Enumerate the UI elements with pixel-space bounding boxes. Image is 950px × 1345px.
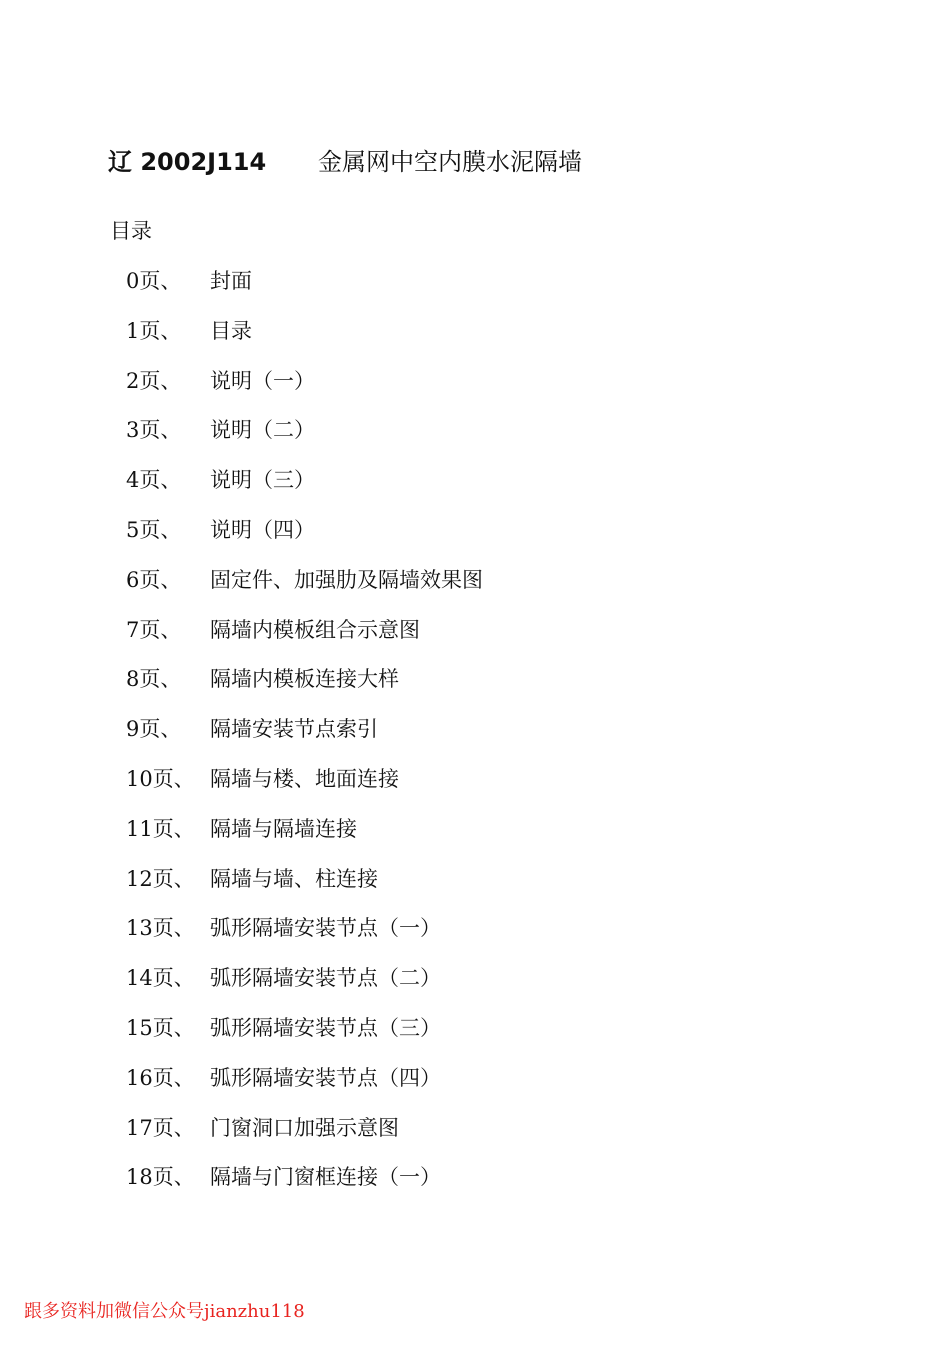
toc-entry-title: 隔墙内模板组合示意图 <box>210 617 420 642</box>
toc-entry-title: 目录 <box>210 318 252 343</box>
toc-item <box>126 463 483 513</box>
document-title: 金属网中空内膜水泥隔墙 <box>318 148 582 176</box>
toc-page-number: 4页、 <box>126 468 182 493</box>
toc-entry-title: 说明（二） <box>210 418 315 443</box>
toc-item <box>126 1160 483 1210</box>
toc-item <box>126 513 483 563</box>
toc-page-number: 0页、 <box>126 269 182 293</box>
toc-entry-title: 封面 <box>210 269 252 293</box>
toc-entry-title: 隔墙与隔墙连接 <box>210 816 357 841</box>
toc-page-number: 17页、 <box>126 1115 195 1140</box>
toc-page-number: 6页、 <box>126 567 182 592</box>
toc-page-number: 11页、 <box>126 816 195 841</box>
toc-entry-title: 说明（四） <box>210 517 315 542</box>
toc-page-number: 2页、 <box>126 368 182 393</box>
toc-page-number: 7页、 <box>126 617 182 642</box>
toc-page-number: 10页、 <box>126 766 195 791</box>
toc-item <box>126 314 483 364</box>
toc-entry-title: 隔墙与门窗框连接（一） <box>210 1165 441 1190</box>
toc-page-number: 16页、 <box>126 1065 195 1090</box>
document-code: 辽 2002J114 <box>108 148 267 176</box>
toc-page-number: 5页、 <box>126 517 182 542</box>
toc-entry-title: 隔墙内模板连接大样 <box>210 667 399 692</box>
toc-entry-title: 弧形隔墙安装节点（二） <box>210 966 441 991</box>
toc-item <box>126 413 483 463</box>
toc-item <box>126 364 483 414</box>
toc-item <box>126 961 483 1011</box>
toc-entry-title: 隔墙安装节点索引 <box>210 717 378 742</box>
toc-page-number: 1页、 <box>126 318 182 343</box>
toc-page-number: 15页、 <box>126 1015 195 1040</box>
toc-page-number: 18页、 <box>126 1165 195 1190</box>
toc-item <box>126 563 483 613</box>
toc-entry-title: 隔墙与墙、柱连接 <box>210 866 378 891</box>
toc-item <box>126 862 483 912</box>
toc-entry-title: 固定件、加强肋及隔墙效果图 <box>210 567 483 592</box>
toc-item <box>126 1111 483 1161</box>
toc-page-number: 12页、 <box>126 866 195 891</box>
toc-page-number: 8页、 <box>126 667 182 692</box>
toc-entry-title: 说明（一） <box>210 368 315 393</box>
toc-entry-title: 弧形隔墙安装节点（一） <box>210 916 441 941</box>
document-header <box>108 142 868 182</box>
toc-item <box>126 911 483 961</box>
toc-page-number: 9页、 <box>126 717 182 742</box>
toc-item <box>126 1061 483 1111</box>
toc-entry-title: 门窗洞口加强示意图 <box>210 1115 399 1140</box>
toc-item <box>126 662 483 712</box>
toc-page-number: 14页、 <box>126 966 195 991</box>
toc-item <box>126 812 483 862</box>
toc-item <box>126 1011 483 1061</box>
toc-entry-title: 隔墙与楼、地面连接 <box>210 766 399 791</box>
toc-entry-title: 说明（三） <box>210 468 315 493</box>
toc-heading: 目录 <box>110 219 152 243</box>
watermark-note: 跟多资料加微信公众号jianzhu118 <box>24 1301 305 1322</box>
toc-item <box>126 712 483 762</box>
toc-entry-title: 弧形隔墙安装节点（四） <box>210 1065 441 1090</box>
toc-item <box>126 762 483 812</box>
toc-item <box>126 264 483 314</box>
toc-item <box>126 613 483 663</box>
toc-entry-title: 弧形隔墙安装节点（三） <box>210 1015 441 1040</box>
toc-page-number: 3页、 <box>126 418 182 443</box>
toc-page-number: 13页、 <box>126 916 195 941</box>
table-of-contents <box>126 264 483 1210</box>
